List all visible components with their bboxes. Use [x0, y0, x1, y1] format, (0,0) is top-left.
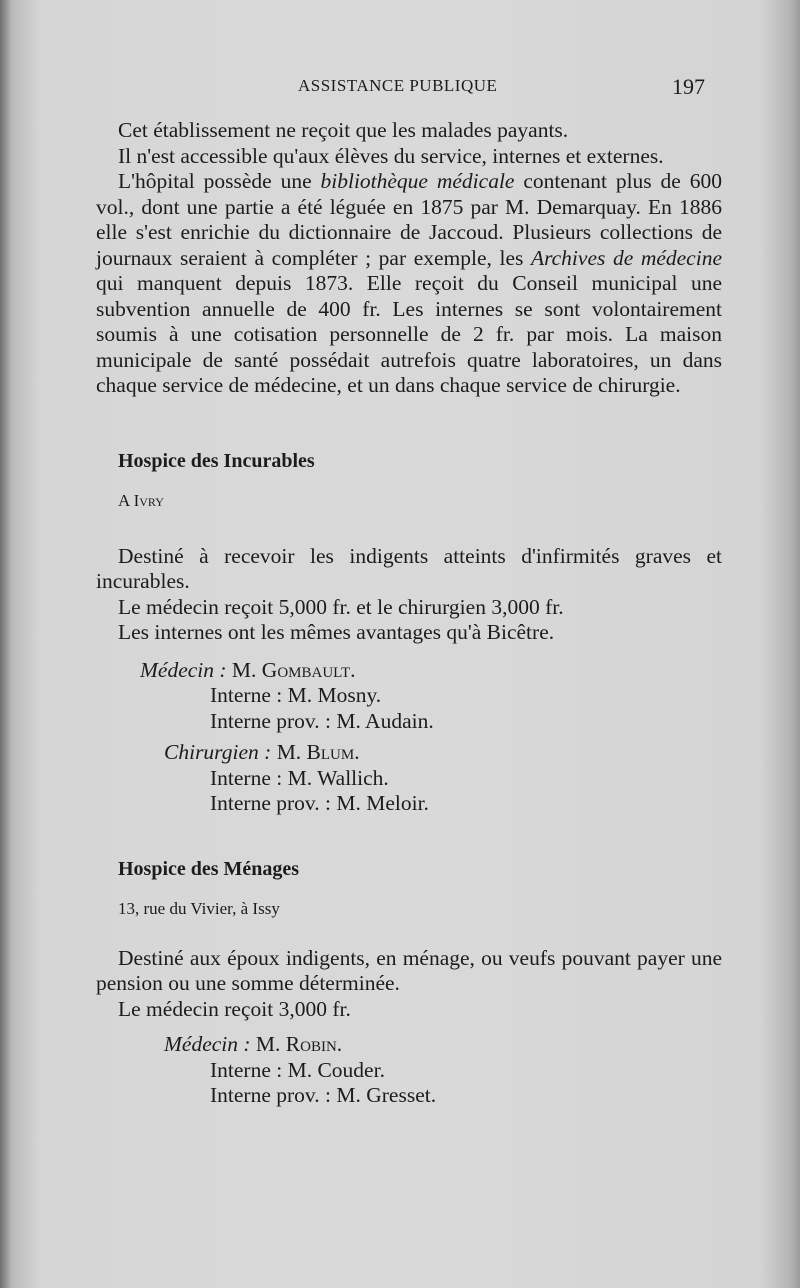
section-title-incurables: Hospice des Incurables	[118, 449, 315, 472]
staff-medecin	[96, 1032, 722, 1058]
section-location-incurables: A Ivry	[118, 491, 164, 510]
staff-chirurgien	[96, 740, 722, 766]
incurables-paragraph-2: Le médecin reçoit 5,000 fr. et le chirurgien 3,000 fr.	[118, 594, 564, 619]
staff-interne: Interne : M. Wallich.	[210, 765, 389, 790]
menages-paragraph-1: Destiné aux époux indigents, en ménage, ou veufs pouvant payer une pension ou une somme déterminée.	[96, 945, 722, 995]
emphasis-bibliotheque: bibliothèque médicale	[320, 169, 515, 193]
page-header	[0, 76, 800, 106]
staff-interne: Interne : M. Couder.	[210, 1057, 385, 1082]
page-body	[96, 118, 722, 1109]
running-head: ASSISTANCE PUBLIQUE	[298, 76, 498, 95]
staff-interne-prov: Interne prov. : M. Gresset.	[210, 1083, 437, 1107]
staff-medecin	[96, 658, 722, 684]
staff-role: Médecin :	[164, 1032, 251, 1056]
text-run: L'hôpital possède une	[118, 169, 321, 193]
staff-role: Médecin :	[140, 657, 227, 682]
page-number: 197	[672, 74, 705, 99]
text-run: contenant plus de 600 vol., dont une partie a été léguée en 1875 par M. Demarquay. En 1886 elle s'est enrichie du dictionnaire de Jaccoud. Plusieurs collections de journaux seraient à compléter ; par exemple, les	[96, 169, 722, 270]
emphasis-archives: Archives de médecine	[530, 245, 722, 270]
staff-name: M. Robin.	[255, 1032, 343, 1056]
section-title-menages: Hospice des Ménages	[118, 857, 300, 880]
staff-role: Chirurgien :	[164, 740, 272, 764]
staff-interne-prov: Interne prov. : M. Meloir.	[210, 791, 429, 815]
intro-paragraph-2: Il n'est accessible qu'aux élèves du service, internes et externes.	[118, 143, 664, 168]
incurables-paragraph-3: Les internes ont les mêmes avantages qu'à Bicêtre.	[118, 620, 555, 644]
intro-paragraph-1: Cet établissement ne reçoit que les malades payants.	[118, 118, 569, 142]
incurables-paragraph-1: Destiné à recevoir les indigents atteints d'infirmités graves et incurables.	[96, 543, 722, 593]
text-run: qui manquent depuis 1873. Elle reçoit du Conseil municipal une subvention annuelle de 400 fr. Les internes se sont volontairement soumis à une cotisation personnelle de 2 fr. par mois. La maison municipale de santé possédait autrefois quatre laboratoires, un dans chaque service de médecine, et un dans chaque service de chirurgie.	[96, 271, 722, 397]
staff-interne-prov: Interne prov. : M. Audain.	[210, 708, 434, 733]
intro-paragraph-3	[96, 169, 722, 399]
staff-interne: Interne : M. Mosny.	[210, 683, 382, 707]
menages-paragraph-2: Le médecin reçoit 3,000 fr.	[118, 996, 351, 1021]
staff-name: M. Gombault.	[231, 657, 356, 682]
section-address-menages: 13, rue du Vivier, à Issy	[118, 899, 280, 918]
staff-name: M. Blum.	[276, 740, 360, 764]
